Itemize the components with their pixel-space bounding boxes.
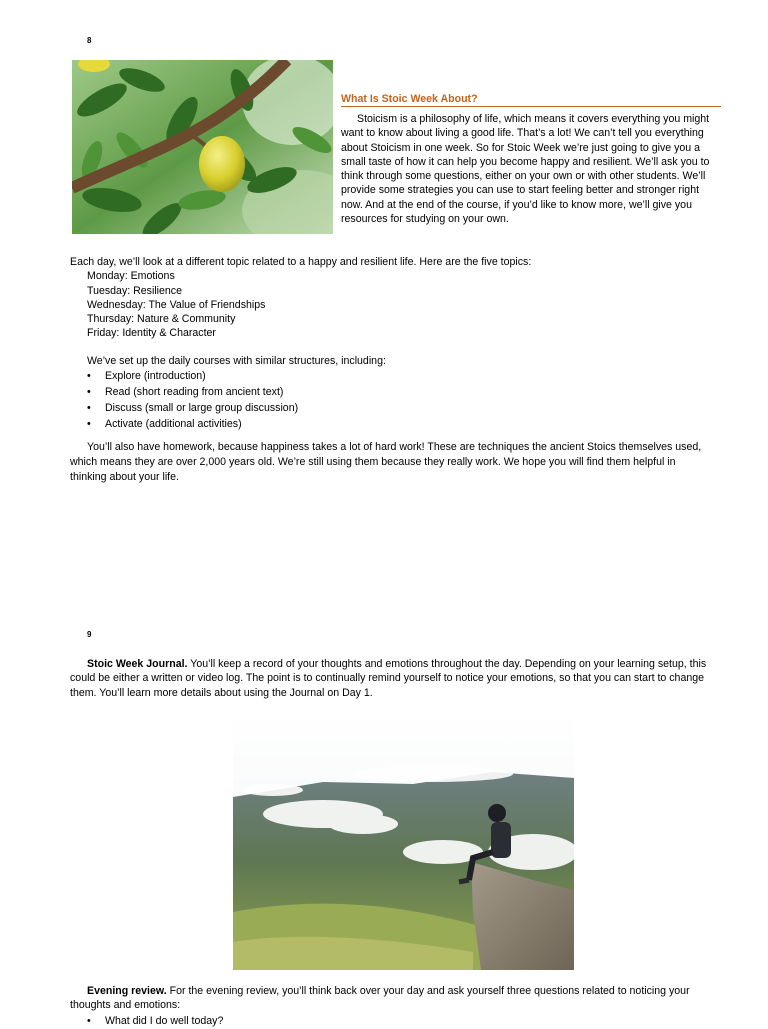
intro-line: Stoicism is a philosophy of life, which means it covers everything you might xyxy=(357,113,710,125)
intro-line: now. And at the end of the course, if you’d like to know more, we’ll give you xyxy=(341,198,692,211)
structure-item: • Activate (additional activities) xyxy=(70,416,720,432)
homework-line: which means they are over 2,000 years old. We’re still using them because they really work. We hope you will find them helpful in xyxy=(70,456,676,468)
topic-item: Thursday: Nature & Community xyxy=(87,313,236,326)
intro-paragraph xyxy=(341,112,723,226)
intro-line: about Stoicism in one week. So for Stoic Week we’re just going to give you a xyxy=(341,141,701,154)
homework-paragraph xyxy=(70,440,730,485)
page-number: 8 xyxy=(87,36,92,45)
homework-line: thinking about your life. xyxy=(70,471,179,483)
evening-question: • What did I do well today? xyxy=(70,1013,730,1029)
journal-title: Stoic Week Journal. xyxy=(87,658,188,670)
intro-line: provide some strategies you can use to start feeling better and stronger right xyxy=(341,184,700,197)
topic-item: Friday: Identity & Character xyxy=(87,327,216,340)
topics-intro: Each day, we’ll look at a different topic related to a happy and resilient life. Here are the five topics: xyxy=(70,256,532,268)
mountain-cliff-image xyxy=(233,712,574,970)
section-heading: What Is Stoic Week About? xyxy=(341,93,721,107)
journal-paragraph xyxy=(70,657,730,700)
intro-line: think through some questions, either on your own or with other students. We’ll xyxy=(341,170,706,183)
lemon-tree-image xyxy=(72,60,333,234)
evening-line: thoughts and emotions: xyxy=(70,999,181,1012)
topic-item: Wednesday: The Value of Friendships xyxy=(87,298,266,311)
intro-line: resources for studying on your own. xyxy=(341,213,509,226)
homework-line: You’ll also have homework, because happiness takes a lot of hard work! These are techniques the ancient Stoics themselves used, xyxy=(87,441,702,453)
topic-item: Tuesday: Resilience xyxy=(87,284,182,297)
structure-item: • Read (short reading from ancient text) xyxy=(70,384,720,400)
structure-item: • Explore (introduction) xyxy=(70,368,720,384)
page-number: 9 xyxy=(87,630,92,639)
topic-item: Monday: Emotions xyxy=(87,270,175,283)
evening-paragraph xyxy=(70,984,730,1029)
intro-line: small taste of how it can help you become happy and resilient. We’ll ask you to xyxy=(341,155,710,168)
evening-line: For the evening review, you’ll think back over your day and ask yourself three questions related to noticing your xyxy=(166,985,690,997)
structure-item: • Discuss (small or large group discussion) xyxy=(70,400,720,416)
structure-section xyxy=(70,354,720,432)
journal-line: could be either a written or video log. The point is to continually remind yourself to notice your emotions, so that you can start to change xyxy=(70,672,705,685)
journal-line: them. You’ll learn more details about using the Journal on Day 1. xyxy=(70,686,373,699)
structure-intro: We’ve set up the daily courses with similar structures, including: xyxy=(87,355,386,367)
intro-line: want to know about living a good life. That’s a lot! We can’t tell you everything xyxy=(341,127,704,140)
topics-section xyxy=(70,255,720,341)
evening-title: Evening review. xyxy=(87,985,167,997)
journal-line: You’ll keep a record of your thoughts and emotions throughout the day. Depending on your learning setup, this xyxy=(187,658,707,670)
